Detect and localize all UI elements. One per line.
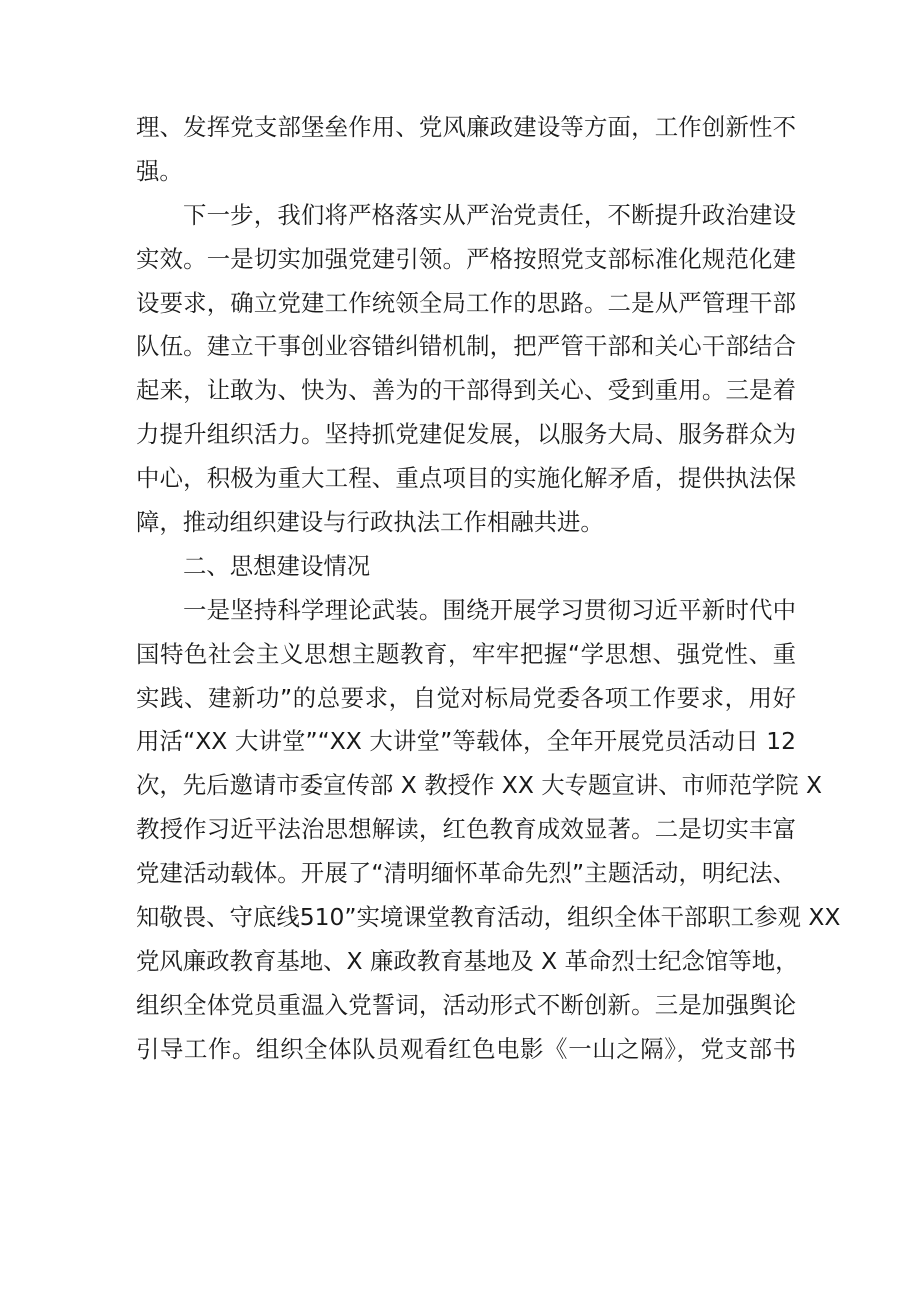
text-line: 设要求，确立党建工作统领全局工作的思路。二是从严管理干部 bbox=[136, 288, 796, 317]
text-line: 党风廉政教育基地、X 廉政教育基地及 X 革命烈士纪念馆等地， bbox=[136, 946, 799, 975]
text-line: 实践、建新功”的总要求，自觉对标局党委各项工作要求，用好 bbox=[136, 683, 796, 712]
document-body bbox=[136, 106, 841, 1072]
paragraph-start-line: 下一步，我们将严格落实从严治党责任，不断提升政治建设 bbox=[183, 200, 796, 229]
text-line: 强。 bbox=[136, 156, 183, 185]
text-line: 教授作习近平法治思想解读，红色教育成效显著。二是切实丰富 bbox=[136, 815, 796, 844]
paragraph-start-line: 一是坚持科学理论武装。围绕开展学习贯彻习近平新时代中 bbox=[183, 595, 796, 624]
text-line: 国特色社会主义思想主题教育，牢牢把握“学思想、强党性、重 bbox=[136, 639, 796, 668]
text-line: 理、发挥党支部堡垒作用、党风廉政建设等方面，工作创新性不 bbox=[136, 113, 796, 141]
text-line: 力提升组织活力。坚持抓党建促发展，以服务大局、服务群众为 bbox=[136, 420, 796, 449]
text-line: 实效。一是切实加强党建引领。严格按照党支部标准化规范化建 bbox=[136, 244, 796, 273]
text-line: 党建活动载体。开展了“清明缅怀革命先烈”主题活动，明纪法、 bbox=[136, 859, 796, 888]
text-line: 次，先后邀请市委宣传部 X 教授作 XX 大专题宣讲、市师范学院 X bbox=[136, 771, 823, 800]
text-line: 组织全体党员重温入党誓词，活动形式不断创新。三是加强舆论 bbox=[136, 990, 796, 1019]
text-line: 用活“XX 大讲堂”“XX 大讲堂”等载体，全年开展党员活动日 12 bbox=[136, 727, 796, 756]
text-line: 起来，让敢为、快为、善为的干部得到关心、受到重用。三是着 bbox=[136, 376, 796, 405]
text-line: 队伍。建立干事创业容错纠错机制，把严管干部和关心干部结合 bbox=[136, 332, 796, 361]
section-heading: 二、思想建设情况 bbox=[183, 551, 371, 580]
text-line: 知敬畏、守底线510”实境课堂教育活动，组织全体干部职工参观 XX bbox=[136, 903, 841, 932]
text-line: 中心，积极为重大工程、重点项目的实施化解矛盾，提供执法保 bbox=[136, 464, 796, 493]
text-line: 障，推动组织建设与行政执法工作相融共进。 bbox=[136, 508, 604, 537]
text-line: 引导工作。组织全体队员观看红色电影《一山之隔》，党支部书 bbox=[136, 1034, 796, 1063]
